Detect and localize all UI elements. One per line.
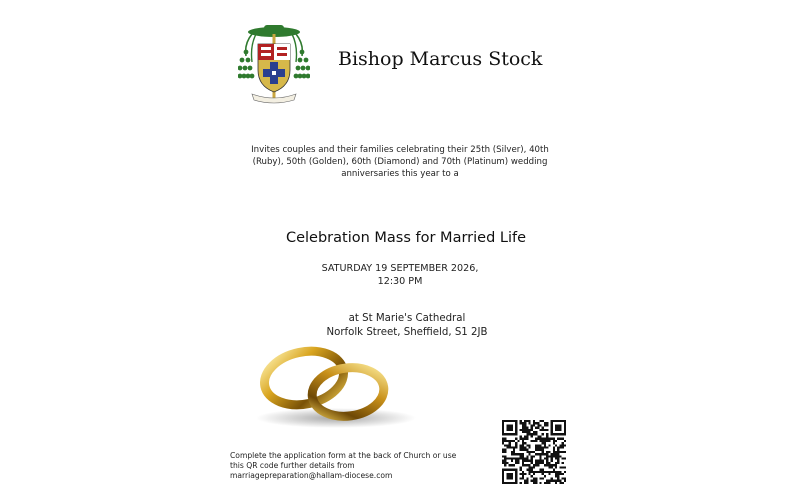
footer-text [230, 451, 490, 481]
footer-email[interactable]: marriagepreparation@hallam-diocese.com [230, 471, 393, 480]
event-venue: at St Marie's Cathedral [348, 313, 466, 324]
event-time: 12:30 PM [377, 276, 423, 287]
event-date: SATURDAY 19 SEPTEMBER 2026, [321, 263, 479, 274]
page-title: Bishop Marcus Stock [338, 48, 543, 70]
qr-code-icon[interactable] [502, 420, 566, 484]
event-title: Celebration Mass for Married Life [285, 230, 527, 246]
event-address: Norfolk Street, Sheffield, S1 2JB [326, 327, 488, 338]
invitation-line: (Ruby), 50th (Golden), 60th (Diamond) and 70th (Platinum) wedding [252, 157, 548, 167]
coat-of-arms-icon [238, 22, 310, 106]
footer-line: Complete the application form at the back of Church or use [230, 451, 457, 460]
wedding-rings-icon [226, 340, 426, 430]
invitation-line: anniversaries this year to a [341, 169, 459, 179]
invitation-text [240, 144, 560, 180]
invitation-line: Invites couples and their families celebrating their 25th (Silver), 40th [251, 145, 549, 155]
footer-line: this QR code further details from [230, 461, 355, 470]
